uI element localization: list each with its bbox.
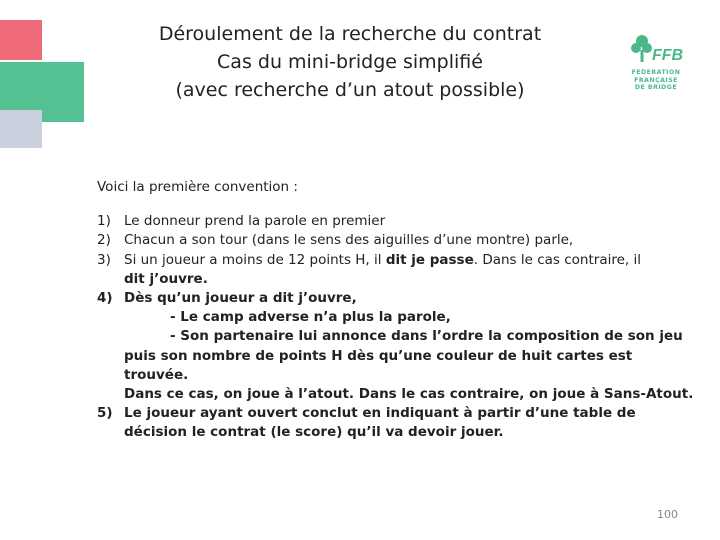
item-number: 3) (97, 251, 111, 268)
title-line-2: Cas du mini-bridge simplifié (217, 51, 483, 73)
title-line-1: Déroulement de la recherche du contrat (158, 23, 542, 45)
slide-content (97, 178, 697, 443)
item-text-continuation: Dans ce cas, on joue à l’atout. Dans le cas contraire, on joue à Sans-Atout. (124, 386, 694, 403)
item-text-continuation: dit j’ouvre. (124, 270, 208, 287)
item-text: Chacun a son tour (dans le sens des aiguilles d’une montre) parle, (124, 232, 574, 249)
item-text-c: . Dans le cas contraire, il (473, 251, 641, 268)
logo-line-3: DE BRIDGE (634, 84, 678, 91)
list-item (97, 231, 697, 250)
list-item (97, 404, 697, 442)
decorative-grey-square (0, 110, 42, 148)
slide-title (130, 20, 570, 104)
list-item (97, 251, 697, 289)
title-line-3: (avec recherche d’un atout possible) (175, 79, 525, 101)
ffb-tree-icon (628, 32, 684, 68)
item-number: 5) (97, 405, 113, 422)
item-text: Dès qu’un joueur a dit j’ouvre, (124, 290, 357, 307)
item-text: Le joueur ayant ouvert conclut en indiquant à partir d’une table de (124, 405, 636, 422)
item-text-continuation: décision le contrat (le score) qu’il va devoir jouer. (124, 424, 504, 441)
item-text: Le donneur prend la parole en premier (124, 213, 386, 230)
item-text-bold: dit je passe (385, 251, 474, 268)
logo-text (628, 69, 684, 92)
list-item (97, 212, 697, 231)
intro-text: Voici la première convention : (97, 179, 298, 195)
logo-mark: FFB (652, 47, 684, 64)
logo-line-1: FEDERATION (631, 69, 681, 76)
page-number: 100 (657, 508, 678, 521)
item-number: 2) (97, 232, 111, 249)
item-number: 4) (97, 290, 113, 307)
item-text-continuation: puis son nombre de points H dès qu’une couleur de huit cartes est trouvée. (124, 347, 633, 383)
list-item (97, 289, 697, 404)
decorative-red-square (0, 20, 42, 60)
item-number: 1) (97, 213, 111, 230)
sub-item: - Le camp adverse n’a plus la parole, (170, 309, 451, 326)
logo-line-2: FRANÇAISE (634, 76, 678, 84)
item-text-a: Si un joueur a moins de 12 points H, il (124, 251, 386, 268)
sub-item: - Son partenaire lui annonce dans l’ordre la composition de son jeu (170, 328, 683, 345)
